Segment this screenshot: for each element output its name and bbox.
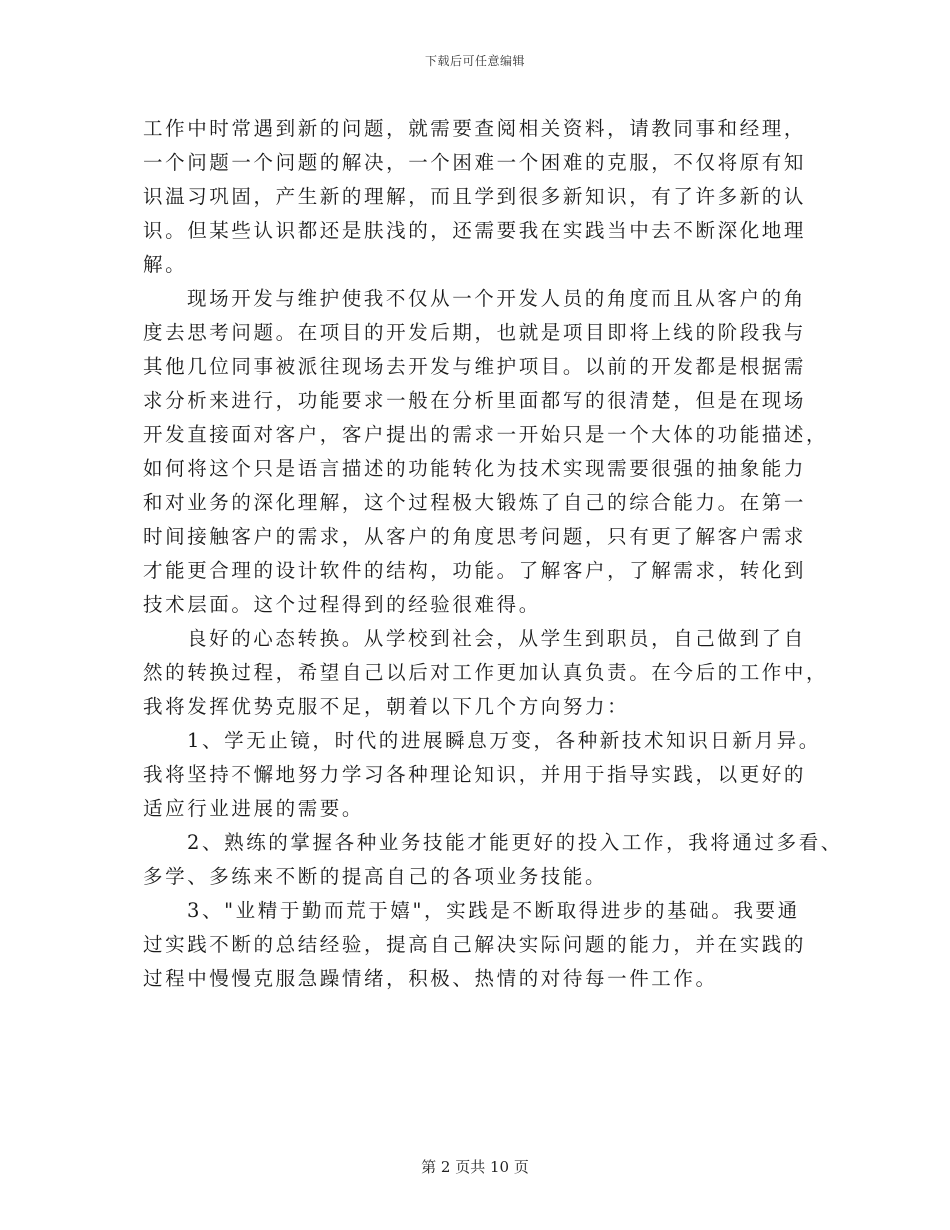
text-line: 解。: [143, 253, 188, 276]
text-line: 过程中慢慢克服急躁情绪，积极、热情的对待每一件工作。: [143, 967, 718, 990]
text-line: 开发直接面对客户，客户提出的需求一开始只是一个大体的功能描述，: [143, 423, 829, 446]
text-line: 时间接触客户的需求，从客户的角度思考问题，只有更了解客户需求: [143, 525, 807, 548]
list-item-3-line: 3、"业精于勤而荒于嬉"，实践是不断取得进步的基础。我要通: [187, 899, 800, 922]
paragraph-start-line: 现场开发与维护使我不仅从一个开发人员的角度而且从客户的角: [187, 287, 806, 310]
text-line: 如何将这个只是语言描述的功能转化为技术实现需要很强的抽象能力: [143, 457, 807, 480]
text-line: 和对业务的深化理解，这个过程极大锻炼了自己的综合能力。在第一: [143, 491, 807, 514]
text-line: 技术层面。这个过程得到的经验很难得。: [143, 593, 541, 616]
text-line: 识。但某些认识都还是肤浅的，还需要我在实践当中去不断深化地理: [143, 219, 807, 242]
text-line: 过实践不断的总结经验，提高自己解决实际问题的能力，并在实践的: [143, 933, 807, 956]
text-line: 然的转换过程，希望自己以后对工作更加认真负责。在今后的工作中，: [143, 661, 829, 684]
text-line: 识温习巩固，产生新的理解，而且学到很多新知识，有了许多新的认: [143, 185, 807, 208]
page-header: 下载后可任意编辑: [424, 54, 525, 68]
page-number-footer: 第 2 页共 10 页: [421, 1158, 529, 1176]
text-line: 一个问题一个问题的解决，一个困难一个困难的克服，不仅将原有知: [143, 151, 807, 174]
text-line: 求分析来进行，功能要求一般在分析里面都写的很清楚，但是在现场: [143, 389, 807, 412]
paragraph-start-line: 良好的心态转换。从学校到社会，从学生到职员，自己做到了自: [187, 627, 806, 650]
text-line: 多学、多练来不断的提高自己的各项业务技能。: [143, 865, 608, 888]
text-line: 我将发挥优势克服不足，朝着以下几个方向努力：: [143, 695, 630, 718]
list-item-2-line: 2、熟练的掌握各种业务技能才能更好的投入工作，我将通过多看、: [187, 831, 843, 854]
text-line: 工作中时常遇到新的问题，就需要查阅相关资料，请教同事和经理，: [143, 117, 807, 140]
text-line: 其他几位同事被派往现场去开发与维护项目。以前的开发都是根据需: [143, 355, 807, 378]
document-body: [143, 112, 843, 996]
text-line: 度去思考问题。在项目的开发后期，也就是项目即将上线的阶段我与: [143, 321, 807, 344]
list-item-1-line: 1、学无止镜，时代的进展瞬息万变，各种新技术知识日新月异。: [187, 729, 821, 752]
text-line: 适应行业进展的需要。: [143, 797, 365, 820]
text-line: 我将坚持不懈地努力学习各种理论知识，并用于指导实践，以更好的: [143, 763, 807, 786]
text-line: 才能更合理的设计软件的结构，功能。了解客户，了解需求，转化到: [143, 559, 807, 582]
